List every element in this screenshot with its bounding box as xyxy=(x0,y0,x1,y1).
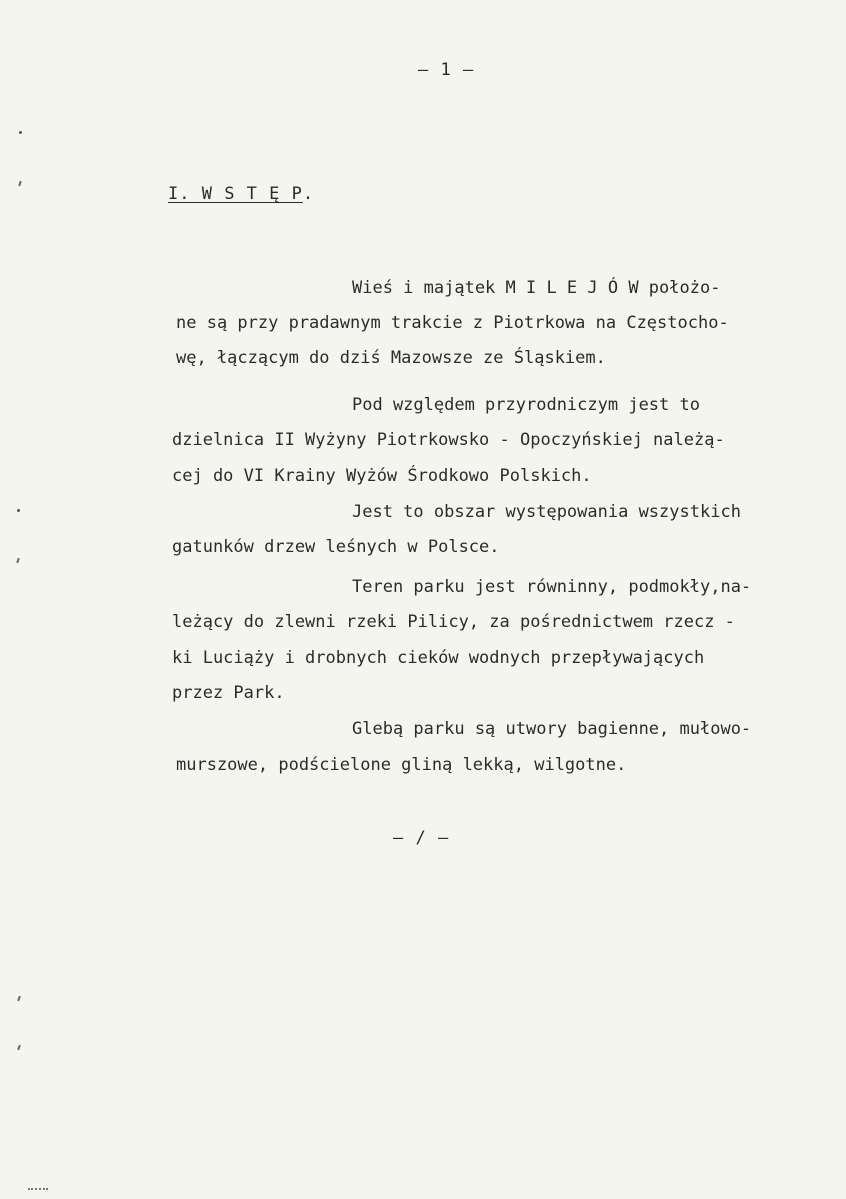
text-line: ne są przy pradawnym trakcie z Piotrkowa na Częstocho- xyxy=(176,313,729,333)
text-line: cej do VI Krainy Wyżów Środkowo Polskich. xyxy=(172,466,592,486)
margin-mark xyxy=(17,509,20,512)
text-line: wę, łączącym do dziś Mazowsze ze Śląskiem. xyxy=(176,348,606,368)
section-title-end: . xyxy=(302,184,315,204)
text-line: Pod względem przyrodniczym jest to xyxy=(352,395,700,415)
text-line: Teren parku jest równinny, podmokły,na- xyxy=(352,577,752,597)
text-line: Glebą parku są utwory bagienne, mułowo- xyxy=(352,719,752,739)
text-line: ki Luciąży i drobnych cieków wodnych przepływających xyxy=(172,648,705,668)
margin-mark xyxy=(16,558,20,563)
text-line: murszowe, podścielone gliną lekką, wilgotne. xyxy=(176,755,627,775)
text-line: przez Park. xyxy=(172,683,285,703)
margin-mark xyxy=(19,131,22,134)
margin-mark xyxy=(17,996,21,1001)
section-title xyxy=(168,184,314,204)
text-line: gatunków drzew leśnych w Polsce. xyxy=(172,537,500,557)
margin-mark xyxy=(17,1045,21,1050)
text-line: dzielnica II Wyżyny Piotrkowsko - Opoczyńskiej należą- xyxy=(172,430,725,450)
margin-mark xyxy=(18,181,22,186)
page-separator: — / — xyxy=(393,828,450,848)
section-title-number: I. xyxy=(168,184,202,204)
text-line: Jest to obszar występowania wszystkich xyxy=(352,502,741,522)
margin-mark xyxy=(28,1188,48,1192)
page-number: — 1 — xyxy=(418,60,475,80)
text-line: Wieś i majątek M I L E J Ó W położo- xyxy=(352,278,721,298)
section-title-word: W S T Ę P xyxy=(201,184,303,204)
text-line: leżący do zlewni rzeki Pilicy, za pośrednictwem rzecz - xyxy=(172,612,735,632)
